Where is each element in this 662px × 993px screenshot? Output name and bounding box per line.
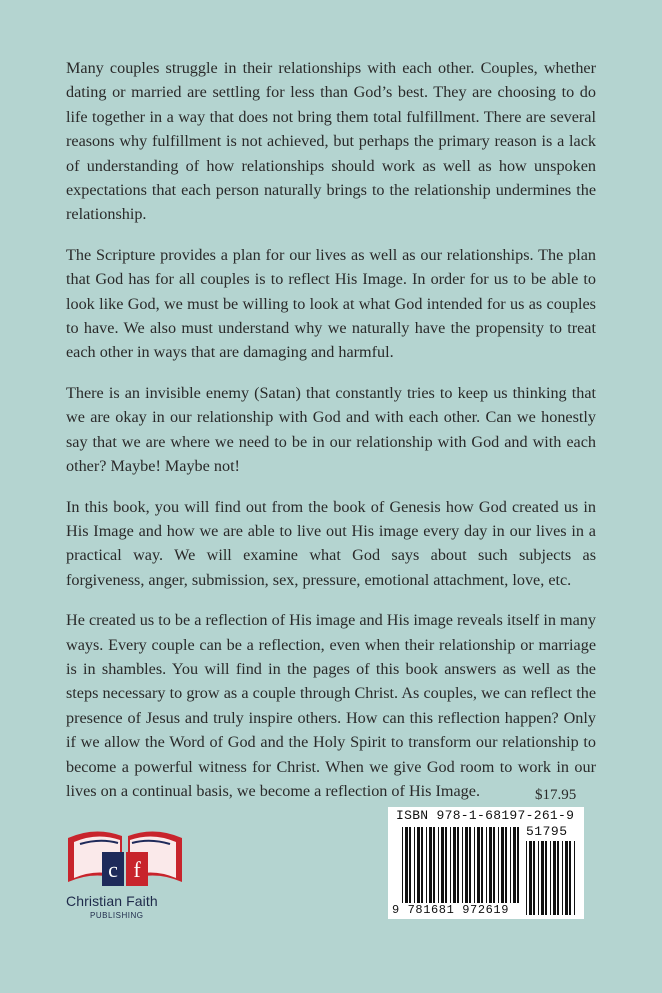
barcode-bar [541,841,544,915]
barcode-bar [569,841,571,915]
barcode-bar [481,827,483,903]
barcode-bar [493,827,495,903]
barcode-bar [465,827,468,903]
barcode-bar [505,827,507,903]
barcode-bar [469,827,471,903]
price: $17.95 [535,787,577,803]
paragraph-2: The Scripture provides a plan for our lives as well as our relationships. The plan that God has for all couples is to reflect His Image. In order for us to be able to look like God, we must be willing to look at what God intended for us as couples to have. We also must understand why we naturally have the propensity to treat each other in ways that are damaging and harmful. [66,245,596,362]
isbn-label: ISBN 978-1-68197-261-9 [396,808,575,823]
barcode-bar [517,827,519,903]
barcode-bar [453,827,456,903]
barcode-bar [402,827,403,903]
barcode-bar [501,827,504,903]
barcode-bar [574,841,575,915]
barcode-bar [565,841,568,915]
barcode-bar [450,827,451,903]
barcode-bar [498,827,499,903]
paragraph-4: In this book, you will find out from the book of Genesis how God created us in His Image and how we are able to live out His image every day in our lives in a practical way. We will examine what God says about such subjects as forgiveness, anger, submission, sex, pressure, emotional attachment, love, etc. [66,497,596,589]
barcode-bar [529,841,532,915]
svg-text:f: f [133,857,141,882]
isbn-barcode [388,807,584,919]
barcode-bar [526,841,527,915]
barcode-bar [462,827,463,903]
barcode-bar [550,841,551,915]
paragraph-1: Many couples struggle in their relationships with each other. Couples, whether dating or married are settling for less than God’s best. They are choosing to do life together in a way that does not bring them total fulfillment. There are several reasons why fulfillment is not achieved, but perhaps the primary reason is a lack of understanding of how relationships should work as well as how unspoken expectations that each person naturally brings to the relationship undermines the relationship. [66,59,596,224]
barcode-bar [441,827,444,903]
publisher-name: Christian Faith [66,893,158,909]
barcode-bar [562,841,563,915]
barcode-addon-number: 51795 [526,824,568,839]
barcode-bar [477,827,480,903]
paragraph-5: He created us to be a reflection of His image and His image reveals itself in many ways. Every couple can be a reflection, even when their relationship or marriage is in shambles. You will find in the pages of this book answers as well as the steps necessary to grow as a couple through Christ. As couples, we can reflect the presence of Jesus and truly inspire others. How can this reflection happen? Only if we allow the Word of God and the Holy Spirit to transform our relationship to become a powerful witness for Christ. When we give God room to work in our lives on a continual basis, we become a reflection of His Image. [66,611,596,800]
paragraph-3: There is an invisible enemy (Satan) that constantly tries to keep us thinking that we are okay in our relationship with God and with each other. Can we honestly say that we are where we need to be in our relationship with God and with each other? Maybe! Maybe not! [66,383,596,476]
description [66,56,596,819]
barcode-bar [417,827,420,903]
barcode-bar [553,841,556,915]
publisher-subtitle: PUBLISHING [90,911,144,920]
barcode-bar [474,827,475,903]
barcode-bar [489,827,492,903]
barcode-bar [533,841,535,915]
barcode-bar [538,841,539,915]
barcode-bar [426,827,427,903]
barcode-bar [513,827,516,903]
barcode-bar [557,841,559,915]
barcode-bar [445,827,447,903]
svg-text:c: c [108,857,118,882]
barcode-bar [510,827,511,903]
barcode-bar [457,827,459,903]
barcode-bar [429,827,432,903]
barcode-bar [405,827,408,903]
barcode-bar [409,827,411,903]
barcode-bar [486,827,487,903]
barcode-bar [545,841,547,915]
barcode-bar [433,827,435,903]
barcode-bar [421,827,423,903]
barcode-bar [414,827,415,903]
ean-number: 9 781681 972619 [392,903,510,917]
barcode-bar [438,827,439,903]
